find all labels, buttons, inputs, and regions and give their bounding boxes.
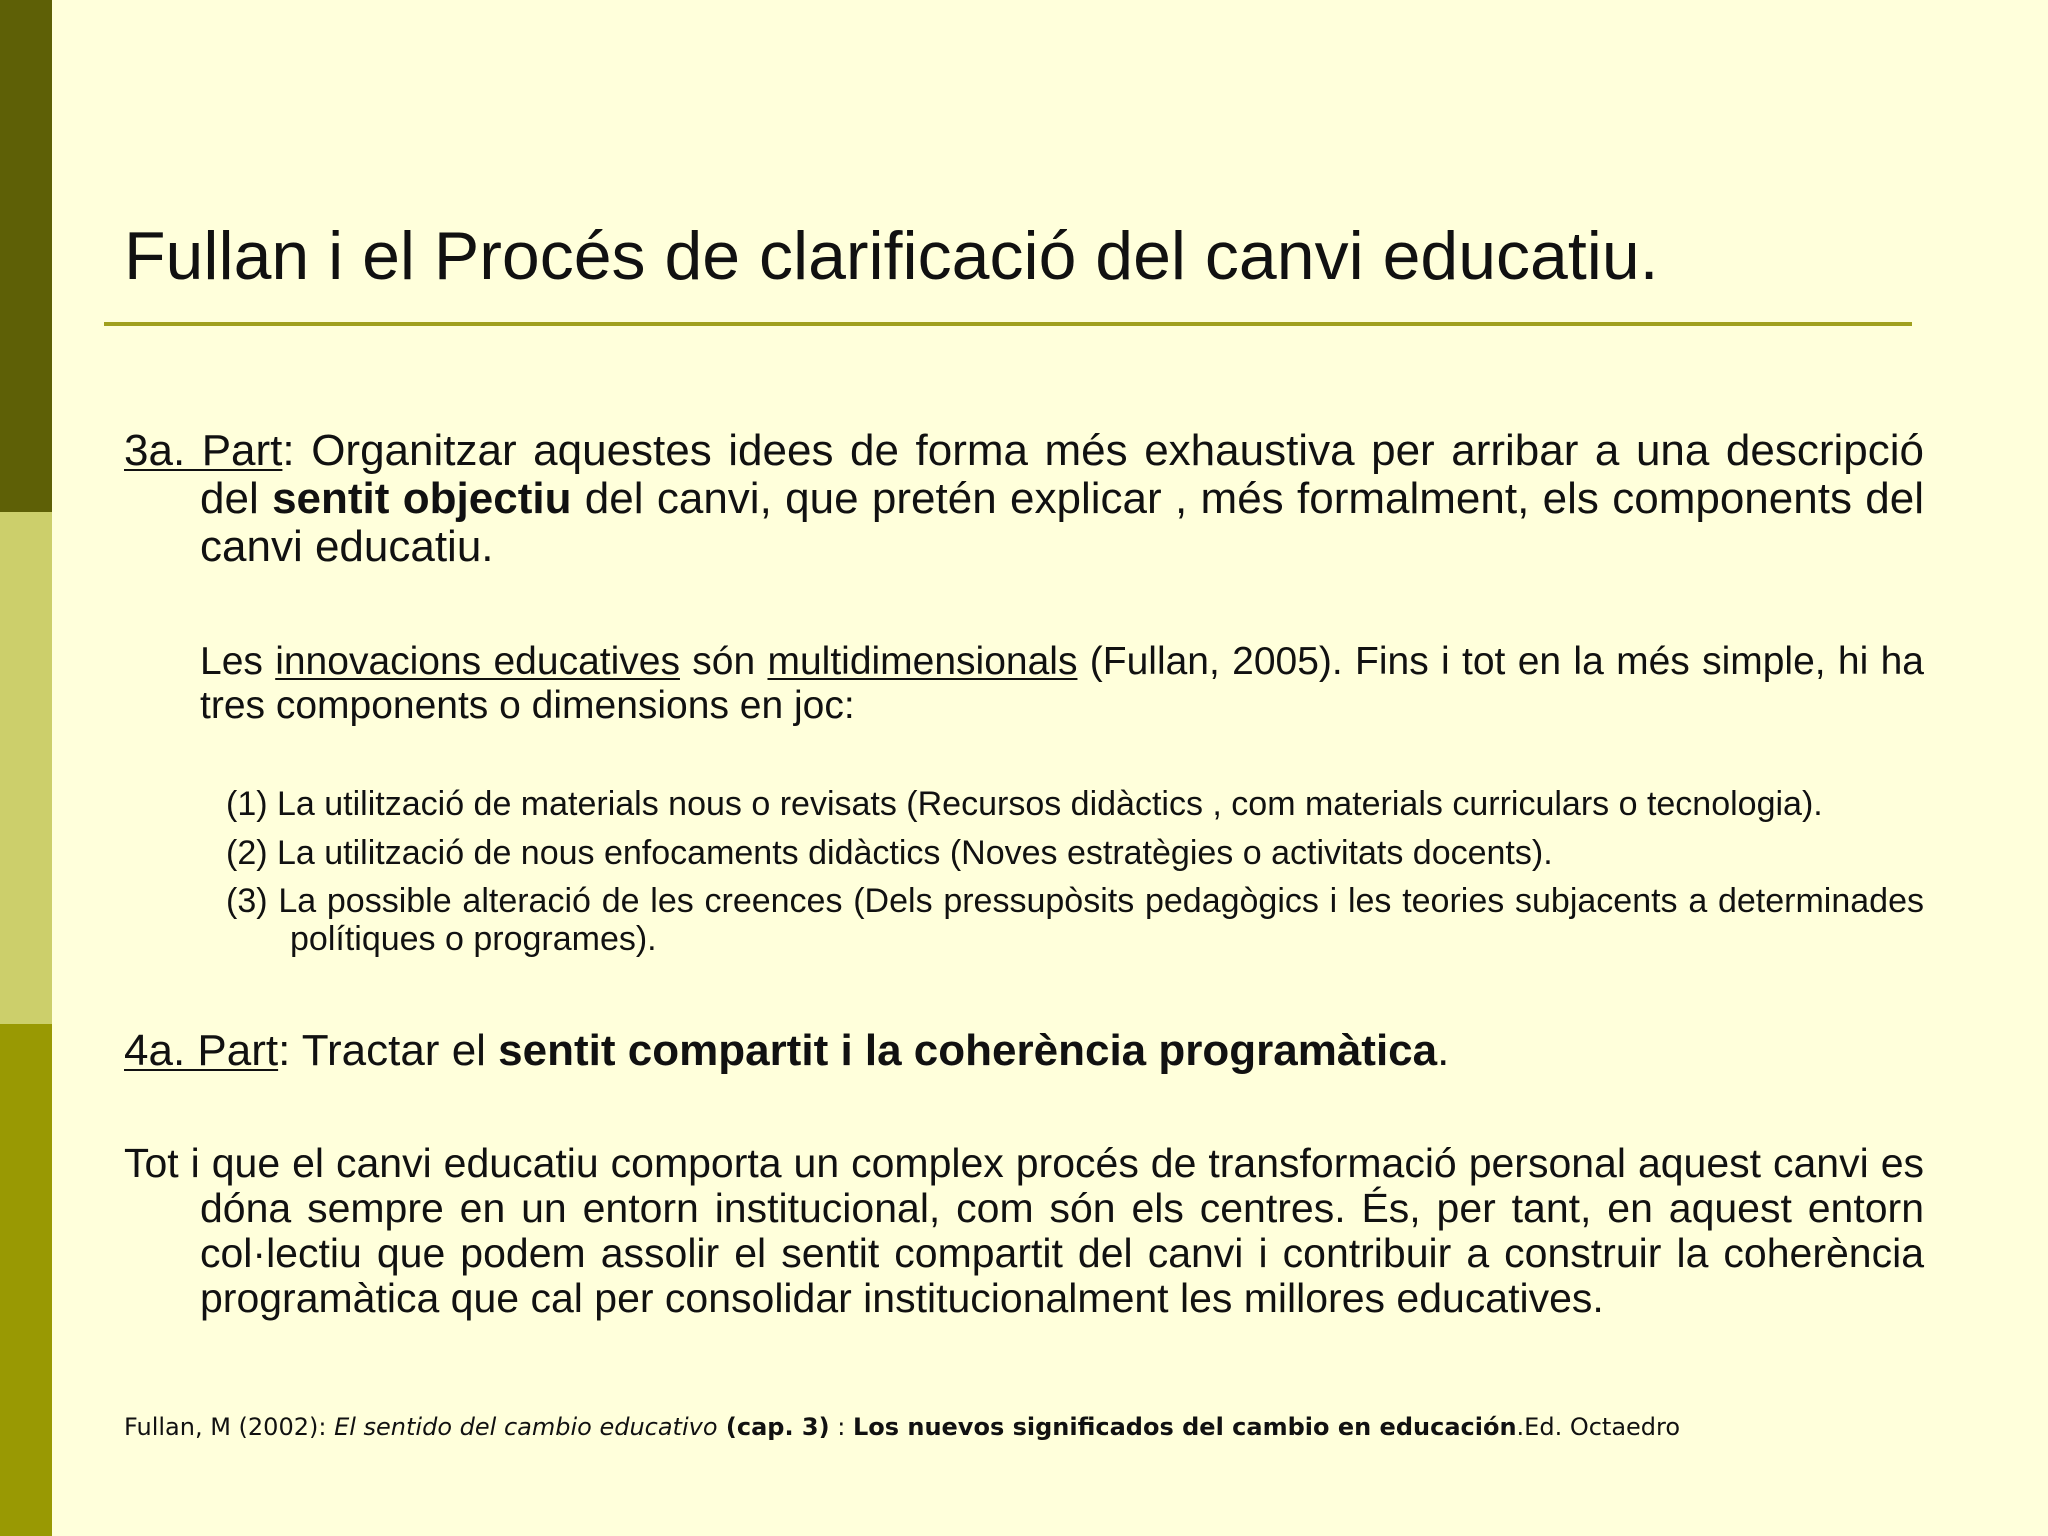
reference-separator: : bbox=[829, 1413, 853, 1441]
title-divider bbox=[104, 322, 1912, 326]
innovations-middle: són bbox=[679, 640, 768, 683]
component-item-1: (1) La utilització de materials nous o revisats (Recursos didàctics , com materials curriculars o tecnologia). bbox=[226, 785, 1823, 823]
innovations-underlined-2: multidimensionals bbox=[767, 640, 1078, 683]
innovations-prefix: Les bbox=[200, 640, 276, 683]
innovations-underlined-1: innovacions educatives bbox=[275, 640, 680, 683]
sidebar-band-mid bbox=[0, 1024, 52, 1536]
part4-bold: sentit compartit i la coherència programàtica bbox=[498, 1026, 1438, 1075]
bibliographic-reference bbox=[124, 1412, 1680, 1442]
slide-title: Fullan i el Procés de clarificació del canvi educatiu. bbox=[124, 218, 1659, 294]
part4-text-2: . bbox=[1437, 1026, 1450, 1075]
closing-paragraph: Tot i que el canvi educatiu comporta un complex procés de transformació personal aquest canvi es dóna sempre en un entorn institucional, com són els centres. És, per tant, en aquest entorn col·lectiu que podem assolir el sentit compartit del canvi i contribuir a construir la coherència programàtica que cal per consolidar institucionalment les millores educatives. bbox=[124, 1140, 1924, 1321]
part4-paragraph bbox=[124, 1026, 1924, 1076]
part3-text-1: : Organitzar aquestes idees de forma més exhaustiva per arribar a una descripció del bbox=[200, 426, 1924, 523]
reference-author: Fullan, M (2002): bbox=[124, 1413, 335, 1441]
reference-chapter-title: Los nuevos significados del cambio en educación bbox=[852, 1413, 1517, 1441]
part3-label: 3a. Part bbox=[124, 426, 283, 475]
reference-chapter: (cap. 3) bbox=[717, 1413, 830, 1441]
part3-paragraph bbox=[124, 427, 1924, 571]
part3-bold: sentit objectiu bbox=[272, 474, 572, 523]
sidebar-band-light bbox=[0, 512, 52, 1024]
innovations-suffix: (Fullan, 2005). Fins i tot en la més simple, hi ha tres components o dimensions en joc: bbox=[200, 640, 1924, 727]
part3-text-2: del canvi, que pretén explicar , més formalment, els components del canvi educatiu. bbox=[200, 474, 1925, 571]
reference-book: El sentido del cambio educativo bbox=[334, 1413, 718, 1441]
component-item-2: (2) La utilització de nous enfocaments didàctics (Noves estratègies o activitats docents). bbox=[226, 834, 1553, 872]
reference-publisher: .Ed. Octaedro bbox=[1516, 1413, 1681, 1441]
sidebar-band-dark bbox=[0, 0, 52, 512]
innovations-paragraph bbox=[124, 640, 1924, 728]
component-item-3: (3) La possible alteració de les creences (Dels pressupòsits pedagògics i les teories subjacents a determinades polítiques o programes). bbox=[226, 882, 1924, 958]
part4-text-1: : Tractar el bbox=[278, 1026, 499, 1075]
part4-label: 4a. Part bbox=[124, 1026, 279, 1075]
